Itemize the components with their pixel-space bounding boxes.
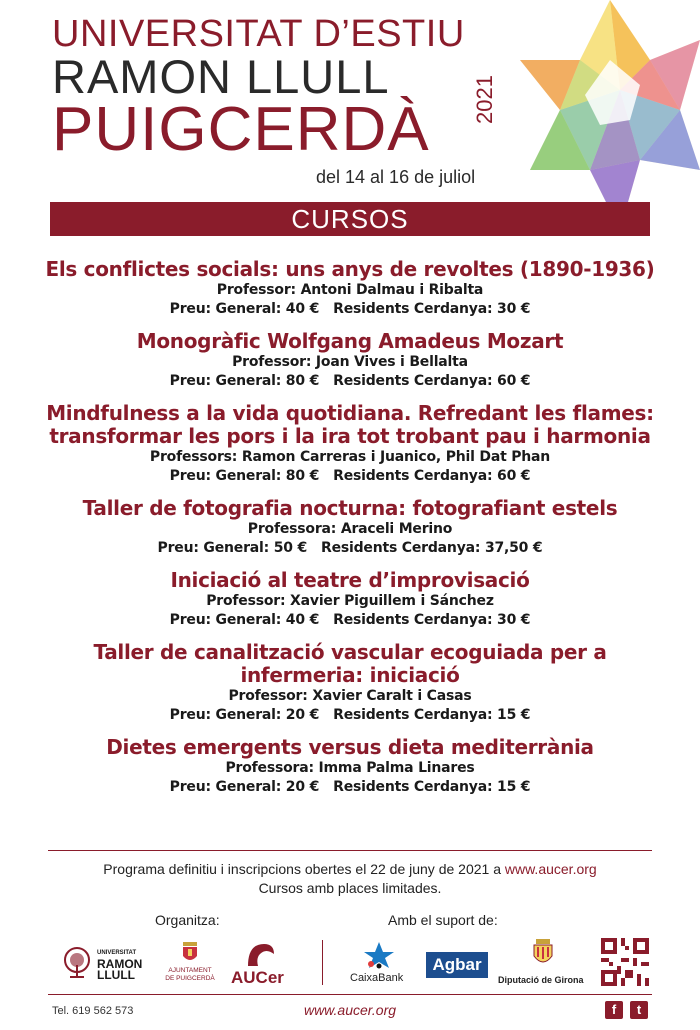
- course-title: [0, 258, 700, 281]
- event-dates: del 14 al 16 de juliol: [316, 167, 476, 187]
- course-title: [0, 736, 700, 759]
- logo-separator: [322, 940, 323, 985]
- course-item: [0, 641, 700, 725]
- course-list: [0, 258, 700, 808]
- course-price: [0, 300, 700, 319]
- price-general: Preu: General: 50 €: [157, 540, 307, 556]
- price-residents: Residents Cerdanya: 60 €: [333, 373, 531, 389]
- course-price: [0, 372, 700, 391]
- info-url-link[interactable]: www.aucer.org: [504, 861, 597, 877]
- title-line-2: RAMON LLULL: [52, 50, 390, 103]
- aucer-logo: AUCer: [231, 968, 284, 987]
- course-title-line: Taller de fotografia nocturna: fotografiant estels: [82, 496, 618, 520]
- sponsors-label: Amb el suport de:: [388, 912, 498, 928]
- twitter-icon[interactable]: t: [630, 1001, 648, 1019]
- course-title-line: infermeria: iniciació: [240, 663, 460, 687]
- price-residents: Residents Cerdanya: 30 €: [333, 612, 531, 628]
- course-title: [0, 497, 700, 520]
- qr-code-icon[interactable]: [601, 938, 649, 986]
- course-price: [0, 611, 700, 630]
- agbar-logo: Agbar: [426, 952, 488, 978]
- course-item: [0, 497, 700, 558]
- course-item: [0, 258, 700, 319]
- caixabank-star-icon: [362, 940, 396, 970]
- urll-logo: [97, 948, 142, 981]
- price-residents: Residents Cerdanya: 37,50 €: [321, 540, 543, 556]
- diputacio-logo: Diputació de Girona: [498, 975, 584, 985]
- ajuntament-line-1: AJUNTAMENT: [168, 967, 212, 974]
- course-price: [0, 539, 700, 558]
- course-professor: Professora: Araceli Merino: [247, 521, 453, 537]
- course-professor: Professora: Imma Palma Linares: [225, 760, 475, 776]
- footer-phone: Tel. 619 562 573: [52, 1005, 134, 1017]
- organizers-label: Organitza:: [155, 912, 220, 928]
- course-professor: Professor: Antoni Dalmau i Ribalta: [216, 282, 484, 298]
- course-item: [0, 330, 700, 391]
- course-price: [0, 778, 700, 797]
- course-professor: Professor: Xavier Piguillem i Sánchez: [206, 593, 494, 609]
- info-line-2: Cursos amb places limitades.: [258, 880, 442, 896]
- footer-divider: [48, 994, 652, 995]
- price-general: Preu: General: 80 €: [169, 468, 320, 484]
- course-professor: Professor: Joan Vives i Bellalta: [232, 354, 468, 370]
- course-title-line: Monogràfic Wolfgang Amadeus Mozart: [136, 329, 564, 353]
- facebook-icon[interactable]: f: [605, 1001, 623, 1019]
- course-title-line: Mindfulness a la vida quotidiana. Refredant les flames:: [46, 401, 654, 425]
- course-title-line: transformar les pors i la ira tot trobant pau i harmonia: [49, 424, 651, 448]
- price-general: Preu: General: 40 €: [169, 301, 320, 317]
- aucer-logo-icon: [244, 940, 278, 968]
- year: 2021: [472, 75, 497, 124]
- price-residents: Residents Cerdanya: 60 €: [333, 468, 531, 484]
- course-price: [0, 706, 700, 725]
- title-line-3: PUIGCERDÀ: [52, 95, 430, 164]
- course-title-line: Dietes emergents versus dieta mediterrània: [106, 735, 594, 759]
- course-title-line: Iniciació al teatre d’improvisació: [170, 568, 530, 592]
- coat-of-arms-icon: [180, 940, 200, 964]
- course-professor: Professors: Ramon Carreras i Juanico, Phil Dat Phan: [149, 449, 551, 465]
- title-block: [52, 13, 507, 164]
- footer-url-link[interactable]: www.aucer.org: [303, 1002, 397, 1018]
- info-line-1: [0, 860, 700, 879]
- course-title: [0, 569, 700, 592]
- price-residents: Residents Cerdanya: 15 €: [333, 779, 531, 795]
- course-item: [0, 402, 700, 486]
- price-general: Preu: General: 20 €: [169, 779, 320, 795]
- course-title: [0, 402, 700, 448]
- info-text: Programa definitiu i inscripcions obertes el 22 de juny de 2021 a: [103, 861, 505, 877]
- price-residents: Residents Cerdanya: 15 €: [333, 707, 531, 723]
- price-general: Preu: General: 20 €: [169, 707, 320, 723]
- caixabank-logo: CaixaBank: [350, 972, 404, 984]
- ajuntament-logo: [162, 967, 218, 983]
- course-title: [0, 330, 700, 353]
- price-general: Preu: General: 80 €: [169, 373, 320, 389]
- info-block: [0, 860, 700, 898]
- price-general: Preu: General: 40 €: [169, 612, 320, 628]
- tree-logo-icon: [60, 945, 94, 979]
- ajuntament-line-2: DE PUIGCERDÀ: [165, 975, 215, 982]
- diputacio-coat-of-arms-icon: [531, 938, 555, 968]
- course-item: [0, 569, 700, 630]
- course-price: [0, 467, 700, 486]
- course-title-line: Els conflictes socials: uns anys de revoltes (1890-1936): [45, 257, 655, 281]
- urll-line-1: UNIVERSITAT: [97, 950, 137, 956]
- course-title-line: Taller de canalització vascular ecoguiada per a: [93, 640, 607, 664]
- course-professor: Professor: Xavier Caralt i Casas: [228, 688, 472, 704]
- star-logo-icon: [520, 0, 700, 230]
- course-title: [0, 641, 700, 687]
- urll-line-3: LLULL: [97, 968, 135, 982]
- title-line-1: UNIVERSITAT D’ESTIU: [52, 13, 465, 55]
- course-item: [0, 736, 700, 797]
- price-residents: Residents Cerdanya: 30 €: [333, 301, 531, 317]
- urll-line-2: RAMON: [97, 957, 143, 971]
- divider: [48, 850, 652, 851]
- section-title: CURSOS: [50, 202, 650, 236]
